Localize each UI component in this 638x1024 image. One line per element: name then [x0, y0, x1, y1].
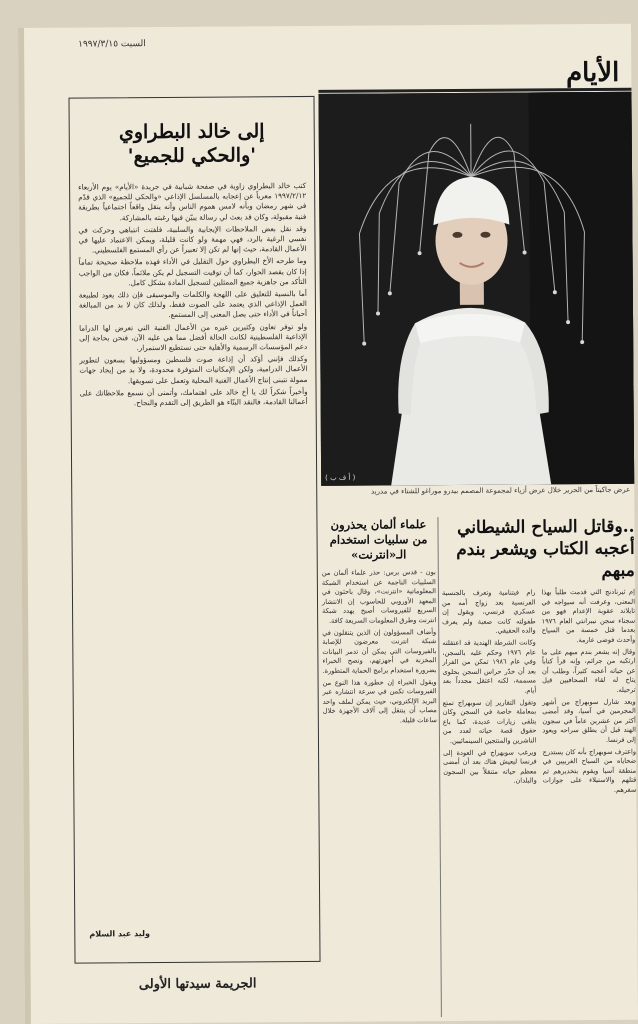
internet-article-headline: علماء ألمان يحذرون من سلبيات استخدام الـ«انترنت»: [329, 517, 428, 562]
internet-article-paragraph: وأضاف المسؤولون إن الذين يتنقلون في شبكة انترنت معرضون للإصابة بالفيروسات التي يمكن أن تدمر البيانات المخزنة في أجهزتهم، ونصح الخبراء بضرورة استخدام برامج الحماية المتطورة.: [322, 627, 437, 675]
killer-article-paragraph: واعترف سوبهراج بأنه كان يستدرج ضحاياه من السياح الغربيين في منطقة آسيا ويقوم بتخديرهم ثم قتلهم والاستيلاء على جوازات سفرهم.: [542, 747, 637, 794]
model-figure-image: [318, 92, 634, 486]
photo-credit: ( أ ف ب ): [325, 473, 356, 482]
photo-caption: عرض جاكيتاً من الحرير خلال عرض أزياء لمجموعة المصمم بيدرو موراغو للشتاء في مدريد: [370, 485, 631, 496]
letter-paragraph: أما بالنسبة للتعليق على اللهجة والكلمات والموسيقى فإن ذلك يعود لطبيعة العمل الإذاعي الذي يعتمد على الصوت فقط، ولذلك كان لا بد من المبالغة أحياناً في الأداء حتى يصل المعنى إلى المستمع.: [78, 289, 308, 320]
letter-body: [78, 181, 308, 409]
killer-article-paragraph: وكانت الشرطة الهندية قد اعتقلته عام ١٩٧٦ وحكم عليه بالسجن، وفي عام ١٩٨٦ تمكن من الفرار بعد أن خدّر حراس السجن بحلوى مسممة، لكنه اعتقل مجدداً بعد أيام.: [442, 638, 537, 695]
fashion-photo: [318, 92, 634, 486]
internet-article: [321, 517, 436, 728]
masthead-logo: الأيام: [565, 57, 620, 89]
letter-paragraph: ولو توفر تعاون وكثيرين غيره من الأعمال الفنية التي تعرض لها الدراما الإذاعية الفلسطينية لكانت الحالة أفضل مما هي عليه الآن، فنحن بحاجة إلى دعم المؤسسات الرسمية والأهلية حتى نستطيع الاستمرار.: [79, 321, 308, 353]
issue-date: السبت ١٩٩٧/٣/١٥: [78, 39, 146, 50]
internet-article-paragraph: ويقول الخبراء إن خطورة هذا النوع من الفيروسات تكمن في سرعة انتشاره عبر البريد الإلكتروني، حيث يمكن لملف واحد مصاب أن ينتقل إلى آلاف الأجهزة خلال ساعات قليلة.: [322, 677, 437, 725]
letter-paragraph: وما طرحه الأخ البطراوي حول التقليل في الأداء فهذه ملاحظة صحيحة تماماً إذا كان يقصد الحوار، كما أن توقيت التسجيل لم يكن ملائماً، فكان من الواجب التأكد من جاهزية جميع الممثلين لتسجيل المادة بشكل كامل.: [78, 256, 307, 288]
page-edge: [18, 28, 31, 1024]
letter-title-line: إلى خالد البطراوي: [118, 120, 265, 144]
killer-article-headline: ..وقاتل السياح الشيطاني أعجبه الكتاب ويشعر بندم مبهم: [456, 516, 635, 581]
killer-article-paragraph: وتقول التقارير إن سوبهراج تمتع بمعاملة خاصة في السجن وكان يتلقى زيارات عديدة، كما باع حقوق قصة حياته لعدد من الناشرين والمنتجين السينمائيين.: [442, 697, 537, 745]
killer-article-paragraph: رام فيتنامية وتعرف بالجنسية الفرنسية بعد زواج أمه من عسكري فرنسي، ويقول إن طفولته كانت صعبة ولم يعرف والده الحقيقي.: [441, 588, 536, 636]
killer-article-paragraph: إم ثيرنادنج التي قدمت طلباً بهذا المعنى، وعرفت أنه سيواجه في تايلاند عقوبة الإعدام فهو من سجناء سجن نيبرانتي العام ١٩٧٦ بعدما قتل خمسة من السياح وأحدث فوضى عارمة.: [541, 587, 636, 645]
killer-article-paragraph: ويعد شارل سوبهراج من أشهر المجرمين في آسيا، وقد أمضى أكثر من عشرين عاماً في سجون الهند قبل أن يطلق سراحه ويعود إلى فرنسا.: [542, 697, 637, 744]
letter-title-line: 'والحكي للجميع': [127, 144, 257, 168]
killer-article-paragraph: وقال إنه يشعر بندم مبهم على ما ارتكبه من جرائم، وإنه قرأ كتاباً عن حياته أعجبه كثيراً، وطلب أن يتاح له لقاء الصحافيين قبل ترحيله.: [541, 647, 636, 694]
letter-column: [68, 96, 320, 964]
letter-paragraph: وأخيراً شكراً لك يا أخ خالد على اهتمامك، وأتمنى أن نسمع ملاحظاتك على أعمالنا القادمة، فالنقد البنّاء هو الطريق إلى التقدم والنجاح.: [79, 386, 308, 408]
masthead: [318, 57, 631, 93]
letter-title: [78, 119, 306, 169]
newspaper-page: [18, 24, 638, 1024]
letter-paragraph: كتب خالد البطراوي زاوية في صفحة شبابية في جريدة «الأيام» يوم الأربعاء ١٩٩٧/٢/١٢ معرباً عن إعجابه بالمسلسل الإذاعي «والحكي للجميع» الذي قدّم في شهر رمضان وبأنه لامس هموم الناس وأنه ينقل واقعاً اجتماعياً بطريقة فنية مقبولة، وكان قد بعث لي رسالة يبيّن فيها رغبته بالمشاركة.: [78, 180, 307, 222]
internet-article-body: [322, 568, 437, 726]
internet-article-paragraph: بون - قدس برس: حذر علماء ألمان من السلبيات الناجمة عن استخدام الشبكة المعلوماتية «انترنت»، وقال باحثون في المعهد الأوروبي للحاسوب إن الانتشار السريع للفيروسات أصبح يهدد شبكة انترنت وطرق المعلومات السريعة كافة.: [321, 568, 437, 625]
killer-article-column-left: [541, 588, 636, 798]
killer-article-paragraph: ويرغب سوبهراج في العودة إلى فرنسا ليعيش هناك بعد أن أمضى معظم حياته متنقلاً بين السجون والبلدان.: [443, 747, 537, 785]
letter-paragraph: وقد نقل بعض الملاحظات الإيجابية والسلبية، فلفتت انتباهي وحركت في نفسي الرغبة بالرد، فهي مهمة ولو كانت قليلة، ويمكن الاعتماد عليها في الأعمال القادمة، حيث إنها لم تكن إلا تعبيراً عن رأي المستمع الفلسطيني.: [78, 223, 307, 255]
killer-article-column-right: [442, 588, 537, 798]
letter-paragraph: وكذلك فإنني أؤكد أن إذاعة صوت فلسطين ومسؤوليها يسعون لتطوير الأعمال الدرامية، ولكن الإمكانيات المتوفرة محدودة، ولا بد من إيجاد جهات ممولة تتبنى إنتاج الأعمال الفنية المحلية وتعمل على تسويقها.: [79, 354, 308, 385]
killer-article: [441, 516, 636, 799]
letter-signature: وليد عبد السلام: [89, 929, 150, 939]
bottom-headline: الجريمة سيدتها الأولى: [138, 976, 257, 993]
